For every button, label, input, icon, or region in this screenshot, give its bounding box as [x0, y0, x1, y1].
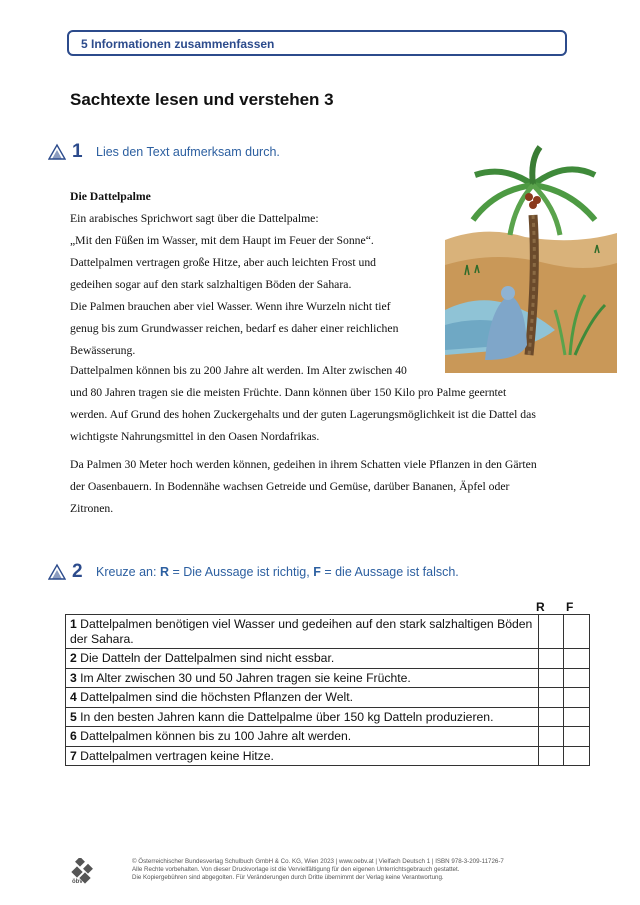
article-part-1 — [70, 186, 398, 362]
statement-text: Dattelpalmen benötigen viel Wasser und gedeihen auf den stark salzhaltigen Böden der Sahara. — [70, 617, 533, 646]
statement-cell — [66, 615, 539, 649]
checkbox-r[interactable] — [538, 727, 564, 747]
statement-text: Im Alter zwischen 30 und 50 Jahren tragen sie keine Früchte. — [80, 670, 411, 685]
checkbox-f[interactable] — [564, 727, 590, 747]
statement-cell — [66, 746, 539, 766]
checkbox-f[interactable] — [564, 746, 590, 766]
table-row — [66, 615, 590, 649]
statement-number: 6 — [70, 729, 77, 743]
statement-cell — [66, 707, 539, 727]
checkbox-r[interactable] — [538, 649, 564, 669]
column-header-f: F — [566, 600, 574, 614]
text-line: Da Palmen 30 Meter hoch werden können, gedeihen in ihrem Schatten viele Pflanzen in den Gärten — [70, 458, 537, 471]
table-row — [66, 668, 590, 688]
checkbox-r[interactable] — [538, 688, 564, 708]
chapter-label: 5 Informationen zusammenfassen — [81, 37, 275, 51]
text-line: wichtigste Nahrungsmittel in den Oasen Nordafrikas. — [70, 430, 320, 443]
statements-table — [65, 614, 590, 766]
text-line: und 80 Jahren tragen sie die meisten Früchte. Dann können über 150 Kilo pro Palme geerntet — [70, 386, 507, 399]
column-header-r: R — [536, 600, 545, 614]
footer-line: Die Kopiergebühren sind abgegolten. Für Veränderungen durch Dritte übernimmt der Verlag keine Verantwortung. — [132, 874, 444, 881]
statement-number: 2 — [70, 651, 77, 665]
statement-cell — [66, 727, 539, 747]
table-row — [66, 688, 590, 708]
table-row — [66, 649, 590, 669]
text-line: gedeihen sogar auf den stark salzhaltigen Böden der Sahara. — [70, 278, 352, 291]
checkbox-r[interactable] — [538, 668, 564, 688]
footer-line: Alle Rechte vorbehalten. Von dieser Druckvorlage ist die Vervielfältigung für den eigenen Unterrichtsgebrauch gestattet. — [132, 866, 460, 873]
text-line: Zitronen. — [70, 502, 114, 515]
checkbox-r[interactable] — [538, 615, 564, 649]
chapter-header — [67, 30, 567, 56]
table-row — [66, 727, 590, 747]
text-line: Dattelpalmen können bis zu 200 Jahre alt werden. Im Alter zwischen 40 — [70, 364, 407, 377]
text-line: Ein arabisches Sprichwort sagt über die Dattelpalme: — [70, 212, 319, 225]
publisher-logo-icon — [70, 858, 96, 884]
task-difficulty-icon — [48, 563, 66, 581]
text-line: werden. Auf Grund des hohen Zuckergehalts und der guten Lagerungsmöglichkeit ist die Dattel das — [70, 408, 536, 421]
logo-text: öbv — [72, 879, 83, 884]
r-letter: R — [159, 565, 169, 579]
statement-cell — [66, 688, 539, 708]
text-line: „Mit den Füßen im Wasser, mit dem Haupt im Feuer der Sonne“. — [70, 234, 374, 247]
checkbox-f[interactable] — [564, 668, 590, 688]
statement-number: 4 — [70, 690, 77, 704]
checkbox-f[interactable] — [564, 707, 590, 727]
checkbox-f[interactable] — [564, 688, 590, 708]
footer-copyright — [132, 858, 504, 882]
page-title: Sachtexte lesen und verstehen 3 — [70, 90, 334, 109]
statement-number: 7 — [70, 748, 77, 763]
task-difficulty-icon — [48, 143, 66, 161]
statement-text: Dattelpalmen sind die höchsten Pflanzen der Welt. — [80, 690, 353, 704]
r-explanation: = Die Aussage ist richtig, — [172, 565, 310, 579]
task-instruction — [96, 565, 459, 579]
checkbox-r[interactable] — [538, 746, 564, 766]
date-palm-illustration — [445, 145, 617, 373]
statement-text: Die Datteln der Dattelpalmen sind nicht essbar. — [80, 651, 335, 665]
task-number: 1 — [72, 141, 83, 162]
statement-number: 1 — [70, 617, 77, 631]
text-line: Die Palmen brauchen aber viel Wasser. Wenn ihre Wurzeln nicht tief — [70, 300, 391, 313]
checkbox-f[interactable] — [564, 615, 590, 649]
article-heading: Die Dattelpalme — [70, 190, 151, 203]
statement-text: Dattelpalmen können bis zu 100 Jahre alt werden. — [80, 729, 352, 743]
statement-cell — [66, 668, 539, 688]
task-2-header — [48, 560, 459, 584]
statement-number: 3 — [70, 670, 77, 685]
text-line: genug bis zum Grundwasser reichen, bedarf es daher einer reichlichen — [70, 322, 399, 335]
statement-cell — [66, 649, 539, 669]
footer-line: © Österreichischer Bundesverlag Schulbuch GmbH & Co. KG, Wien 2023 | www.oebv.at | Vielfach Deutsch 1 | ISBN 978-3-209-11726-7 — [132, 858, 504, 865]
task-1-header — [48, 140, 280, 164]
statement-text: Dattelpalmen vertragen keine Hitze. — [80, 748, 274, 763]
article-part-3 — [70, 454, 537, 520]
f-letter: F — [313, 565, 321, 579]
article-part-2 — [70, 360, 536, 448]
checkbox-r[interactable] — [538, 707, 564, 727]
instruction-prefix: Kreuze an: — [96, 565, 157, 579]
text-line: Bewässerung. — [70, 344, 136, 357]
text-line: Dattelpalmen vertragen große Hitze, aber auch leichten Frost und — [70, 256, 377, 269]
statement-text: In den besten Jahren kann die Dattelpalme über 150 kg Datteln produzieren. — [80, 709, 494, 724]
text-line: der Oasenbauern. In Bodennähe wachsen Getreide und Gemüse, darüber Bananen, Äpfel oder — [70, 480, 510, 493]
table-row — [66, 707, 590, 727]
task-instruction: Lies den Text aufmerksam durch. — [96, 145, 280, 159]
task-number: 2 — [72, 561, 83, 582]
f-explanation: = die Aussage ist falsch. — [324, 565, 459, 579]
table-row — [66, 746, 590, 766]
checkbox-f[interactable] — [564, 649, 590, 669]
statement-number: 5 — [70, 709, 77, 724]
